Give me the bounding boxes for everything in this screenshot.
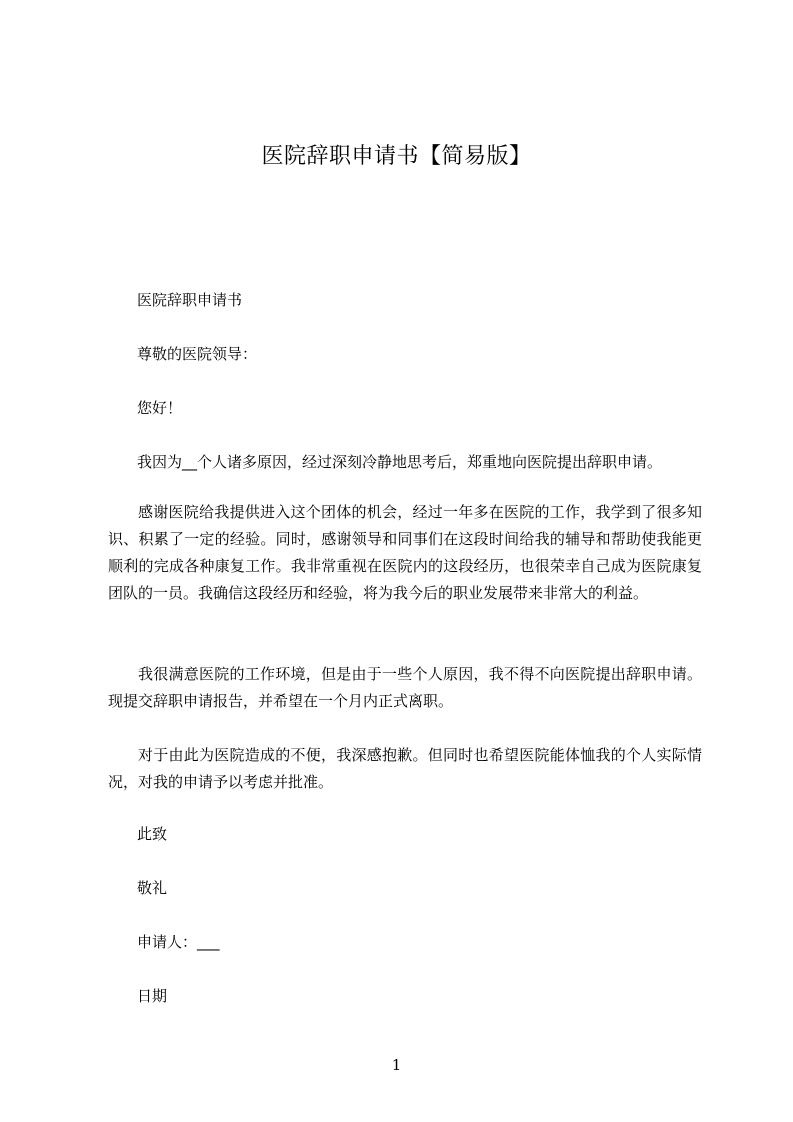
- date-line: 日期: [137, 987, 168, 1005]
- salutation: 尊敬的医院领导：: [137, 345, 258, 363]
- body-paragraph-1: 我因为__个人诸多原因，经过深刻冷静地思考后，郑重地向医院提出辞职申请。: [137, 453, 663, 471]
- closing-salute: 敬礼: [137, 879, 168, 897]
- page-number: 1: [391, 1056, 402, 1074]
- page-title: 医院辞职申请书【简易版】: [261, 144, 532, 169]
- body-paragraph-3: 我很满意医院的工作环境，但是由于一些个人原因，我不得不向医院提出辞职申请。现提交辞职申请报告，并希望在一个月内正式离职。: [108, 665, 702, 710]
- applicant-signature-line: 申请人：___: [137, 933, 220, 951]
- body-paragraph-2: 感谢医院给我提供进入这个团体的机会，经过一年多在医院的工作，我学到了很多知识、积累了一定的经验。同时，感谢领导和同事们在这段时间给我的辅导和帮助使我能更顺利的完成各种康复工作。我非常重视在医院内的这段经历，也很荣幸自己成为医院康复团队的一员。我确信这段经历和经验，将为我今后的职业发展带来非常大的利益。: [108, 503, 702, 602]
- closing-greeting: 此致: [137, 825, 168, 843]
- letter-subtitle: 医院辞职申请书: [137, 291, 243, 309]
- body-paragraph-4: 对于由此为医院造成的不便，我深感抱歉。但同时也希望医院能体恤我的个人实际情况，对我的申请予以考虑并批准。: [108, 746, 702, 791]
- greeting: 您好！: [137, 399, 183, 417]
